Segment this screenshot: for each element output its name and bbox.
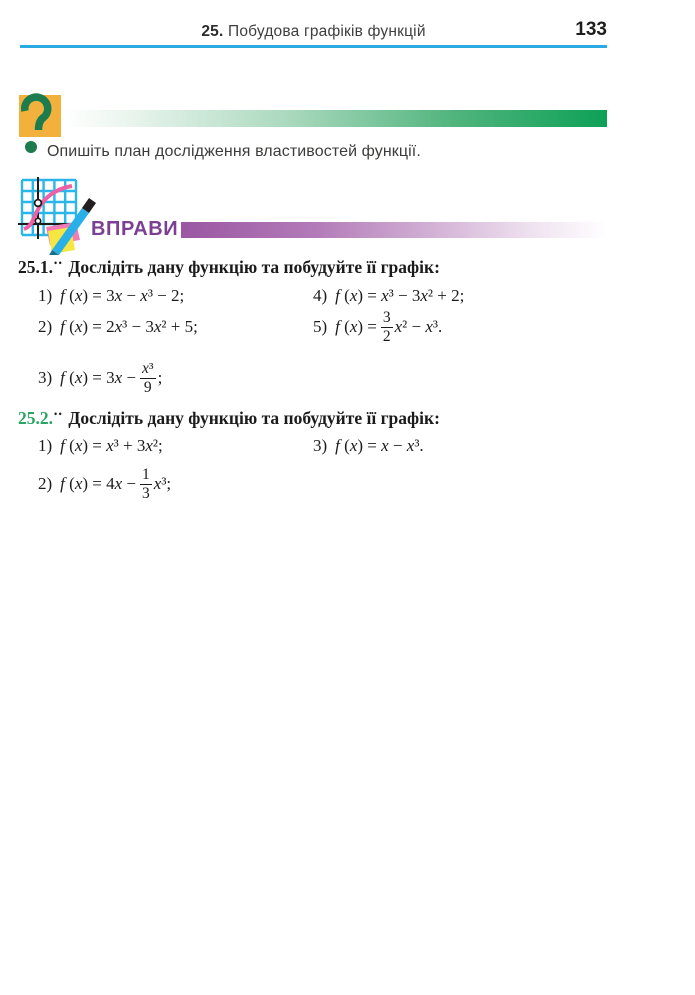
fraction xyxy=(381,309,393,344)
fraction xyxy=(140,360,156,395)
item-label: 3) xyxy=(313,436,328,455)
exercise-25-2-item-2 xyxy=(38,458,171,510)
item-formula-post: x² − x³. xyxy=(394,316,443,336)
fraction-denominator: 3 xyxy=(142,484,150,502)
fraction xyxy=(140,466,152,501)
section-title: Побудова графіків функцій xyxy=(227,23,426,40)
item-label: 3) xyxy=(38,367,53,387)
item-formula: f (x) = 2x³ − 3x² + 5; xyxy=(60,316,198,336)
item-label: 4) xyxy=(313,286,328,305)
fraction-numerator: x³ xyxy=(142,360,154,378)
exercise-25-1-item-1 xyxy=(38,286,184,306)
fraction-numerator: 1 xyxy=(142,466,150,484)
item-label: 1) xyxy=(38,436,53,455)
section-number: 25. xyxy=(201,23,224,40)
exercise-25-1-heading xyxy=(18,257,440,278)
fraction-numerator: 3 xyxy=(382,309,391,327)
purple-gradient-bar xyxy=(181,222,620,238)
page-number: 133 xyxy=(575,19,607,40)
graph-and-pencil-icon xyxy=(12,177,104,255)
exercise-number: 25.2. xyxy=(18,408,53,428)
exercise-25-2-item-3 xyxy=(313,436,424,456)
item-formula: f (x) = x³ − 3x² + 2; xyxy=(335,286,465,305)
item-formula: f (x) = 3x − x³ − 2; xyxy=(60,286,185,305)
item-formula-pre: f (x) = xyxy=(335,316,377,336)
fraction-denominator: 2 xyxy=(382,327,391,345)
item-formula-post: ; xyxy=(157,367,163,387)
exercise-25-2-item-1 xyxy=(38,436,163,456)
item-formula-pre: f (x) = 4x − xyxy=(60,473,137,493)
exercise-prompt: Дослідіть дану функцію та побудуйте її графік: xyxy=(68,257,440,277)
item-label: 2) xyxy=(38,316,53,336)
exercise-25-1-item-2 xyxy=(38,305,198,349)
difficulty-dots: •• xyxy=(54,258,64,268)
item-label: 5) xyxy=(313,316,328,336)
exercise-25-2-heading xyxy=(18,408,440,429)
exercise-25-1-item-3 xyxy=(38,352,162,404)
item-formula-post: x³; xyxy=(153,473,172,493)
green-gradient-bar xyxy=(63,110,607,127)
exercise-25-1-item-5 xyxy=(313,305,442,349)
running-head xyxy=(20,23,607,41)
exercise-prompt: Дослідіть дану функцію та побудуйте її графік: xyxy=(68,408,440,428)
page-header xyxy=(20,0,607,50)
difficulty-dots: •• xyxy=(54,409,64,419)
item-label: 1) xyxy=(38,286,53,305)
item-formula-pre: f (x) = 3x − xyxy=(60,367,137,387)
item-label: 2) xyxy=(38,473,53,493)
item-formula: f (x) = x − x³. xyxy=(335,436,424,455)
exercise-25-1-item-4 xyxy=(313,286,464,306)
question-text: Опишіть план дослідження властивостей функції. xyxy=(47,143,421,160)
exercises-title: ВПРАВИ xyxy=(91,218,179,240)
fraction-denominator: 9 xyxy=(140,378,156,396)
exercise-number: 25.1. xyxy=(18,257,53,277)
header-rule xyxy=(20,45,607,48)
item-formula: f (x) = x³ + 3x²; xyxy=(60,436,163,455)
